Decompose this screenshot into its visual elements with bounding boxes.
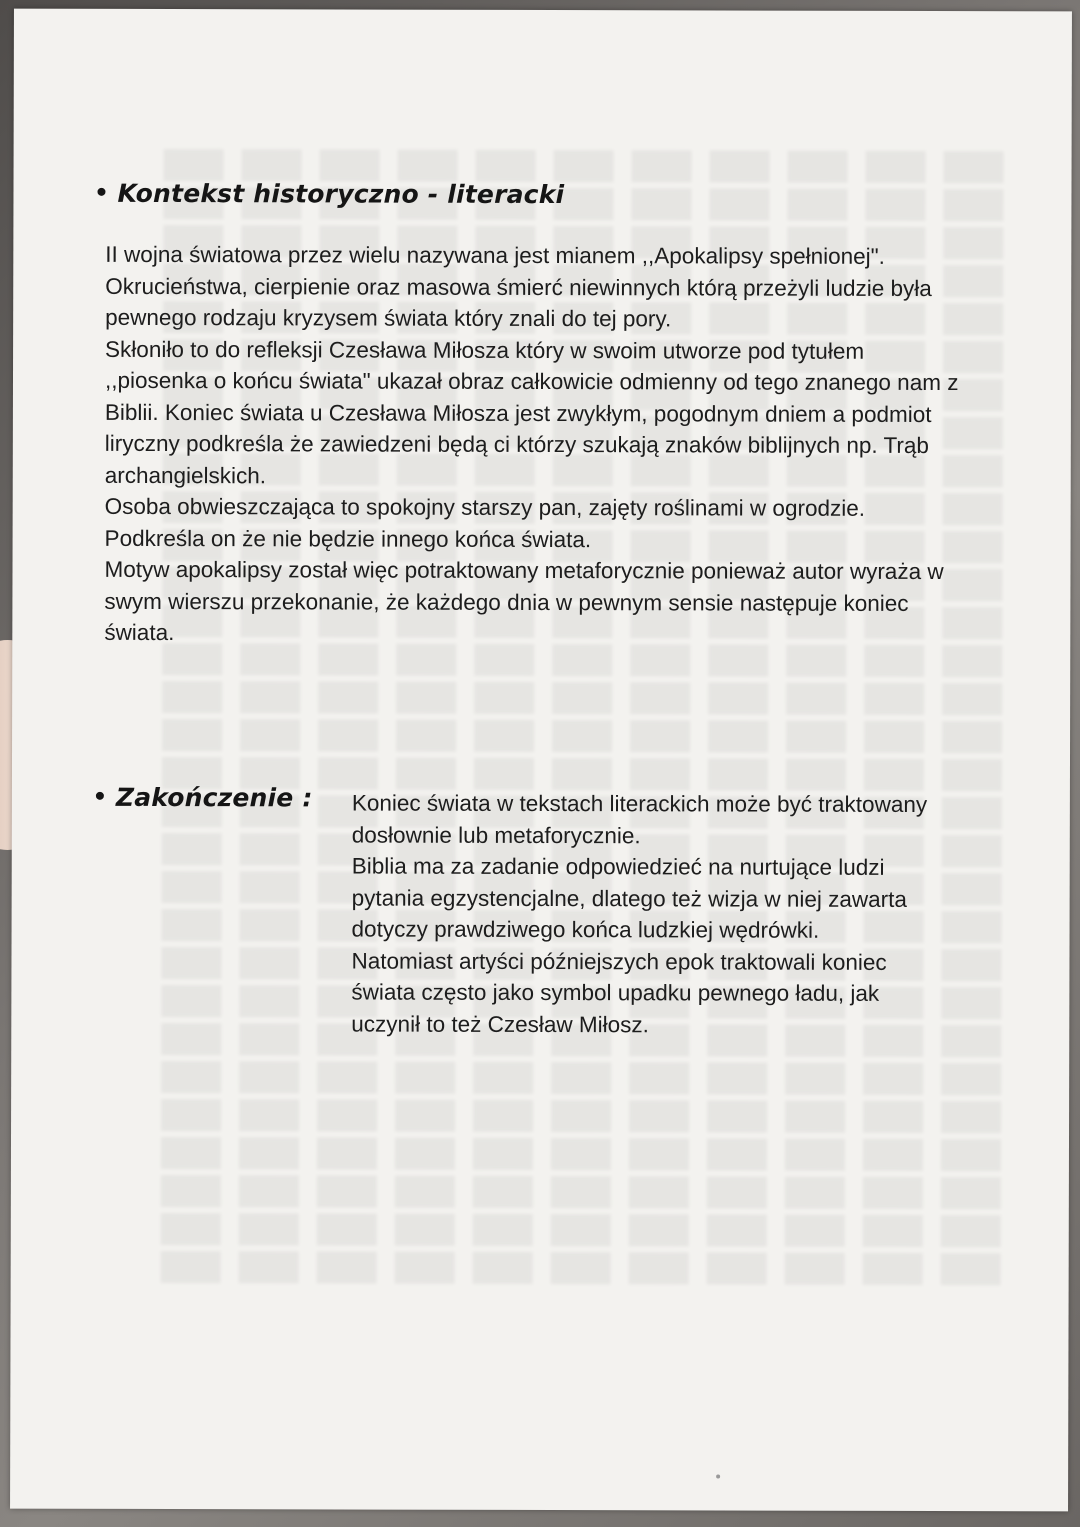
heading-text: Kontekst historyczno - literacki xyxy=(117,178,565,210)
heading-text: Zakończenie : xyxy=(115,782,313,813)
section-heading-context xyxy=(97,179,564,209)
paragraph: Osoba obwieszczająca to spokojny starszy pan, zajęty roślinami w ogrodzie. Podkreśla on że nie będzie innego końca świata. xyxy=(104,493,866,552)
paragraph: Motyw apokalipsy został więc potraktowany metaforycznie ponieważ autor wyraża w swym wierszu przekonanie, że każdego dnia w pewnym sensie następuje koniec świata. xyxy=(104,556,944,646)
section-heading-conclusion xyxy=(96,783,313,813)
conclusion-body xyxy=(351,788,952,1042)
paragraph: Skłoniło to do refleksji Czesława Miłosza który w swoim utworze pod tytułem ,,piosenka o końcu świata" ukazał obraz całkowicie odmienny od tego znanego nam z Biblii. Koniec świata u Czesława Miłosza jest zwykłym, pogodnym dniem a podmiot liryczny podkreśla że zawiedzeni będą ci którzy szukają znaków biblijnych np. Trąb archangielskich. xyxy=(104,336,959,488)
paragraph: Natomiast artyści późniejszych epok traktowali koniec świata często jako symbol upadku pewnego ładu, jak uczynił to też Czesław Miłosz. xyxy=(351,948,887,1037)
context-body xyxy=(104,239,965,651)
paragraph: Biblia ma za zadanie odpowiedzieć na nurtujące ludzi pytania egzystencjalne, dlatego też wizja w niej zawarta dotyczy prawdziwego końca ludzkiej wędrówki. xyxy=(351,853,907,943)
bullet-icon xyxy=(97,188,105,196)
paper-sheet xyxy=(10,9,1072,1512)
paragraph: Koniec świata w tekstach literackich może być traktowany dosłownie lub metaforycznie. xyxy=(351,790,928,848)
paragraph: II wojna światowa przez wielu nazywana jest mianem ,,Apokalipsy spełnionej". Okrucieństwa, cierpienie oraz masowa śmierć niewinnych którą przeżyli ludzie była pewnego rodzaju kryzysem świata który znali do tej pory. xyxy=(105,241,932,332)
pen-dot xyxy=(716,1474,720,1478)
bullet-icon xyxy=(96,792,104,800)
